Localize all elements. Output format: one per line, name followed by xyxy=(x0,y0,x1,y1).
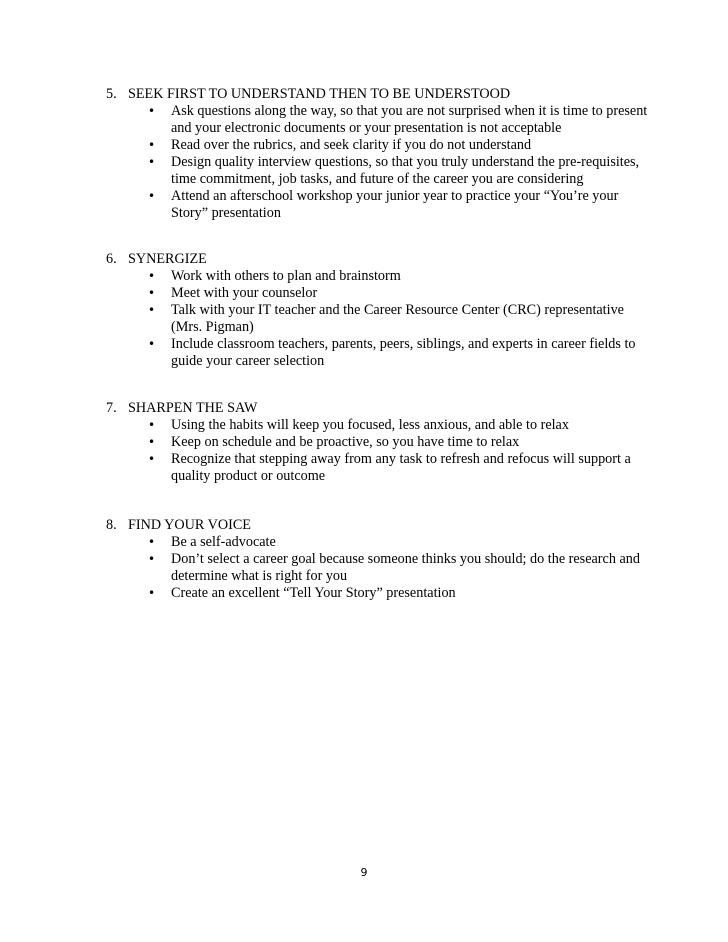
section-heading xyxy=(106,400,666,417)
list-item xyxy=(148,534,666,551)
section-find-your-voice xyxy=(106,517,666,602)
list-item xyxy=(148,551,666,585)
list-item-text: Talk with your IT teacher and the Career Resource Center (CRC) representative (Mrs. Pigman) xyxy=(171,302,624,335)
bullet-icon: • xyxy=(148,138,156,152)
section-number: 7. xyxy=(106,400,117,416)
list-item-text: Using the habits will keep you focused, less anxious, and able to relax xyxy=(171,417,569,433)
bullet-icon: • xyxy=(148,435,156,449)
bullet-list xyxy=(106,417,666,485)
bullet-icon: • xyxy=(148,303,156,317)
bullet-icon: • xyxy=(148,535,156,549)
list-item xyxy=(148,434,666,451)
bullet-icon: • xyxy=(148,418,156,432)
bullet-icon: • xyxy=(148,269,156,283)
list-item xyxy=(148,268,666,285)
list-item-text: Meet with your counselor xyxy=(171,285,318,301)
bullet-list xyxy=(106,103,666,222)
bullet-icon: • xyxy=(148,155,156,169)
bullet-list xyxy=(106,534,666,602)
section-seek-first-to-understand xyxy=(106,86,666,222)
list-item xyxy=(148,137,666,154)
bullet-icon: • xyxy=(148,286,156,300)
list-item xyxy=(148,585,666,602)
list-item xyxy=(148,103,666,137)
list-item xyxy=(148,302,666,336)
section-heading xyxy=(106,517,666,534)
list-item xyxy=(148,154,666,188)
list-item-text: Recognize that stepping away from any task to refresh and refocus will support a quality product or outcome xyxy=(171,451,631,484)
bullet-list xyxy=(106,268,666,370)
list-item xyxy=(148,285,666,302)
bullet-icon: • xyxy=(148,452,156,466)
list-item xyxy=(148,188,666,222)
section-number: 8. xyxy=(106,517,117,533)
bullet-icon: • xyxy=(148,189,156,203)
section-title: SEEK FIRST TO UNDERSTAND THEN TO BE UNDERSTOOD xyxy=(128,86,511,102)
bullet-icon: • xyxy=(148,586,156,600)
section-heading xyxy=(106,86,666,103)
section-number: 6. xyxy=(106,251,117,267)
section-title: SYNERGIZE xyxy=(128,251,207,267)
bullet-icon: • xyxy=(148,104,156,118)
section-sharpen-the-saw xyxy=(106,400,666,485)
list-item-text: Include classroom teachers, parents, peers, siblings, and experts in career fields to guide your career selection xyxy=(171,336,636,369)
section-number: 5. xyxy=(106,86,117,102)
list-item-text: Don’t select a career goal because someone thinks you should; do the research and determine what is right for you xyxy=(171,551,640,584)
section-synergize xyxy=(106,251,666,370)
section-heading xyxy=(106,251,666,268)
list-item xyxy=(148,451,666,485)
list-item-text: Attend an afterschool workshop your junior year to practice your “You’re your Story” presentation xyxy=(171,188,619,221)
section-title: FIND YOUR VOICE xyxy=(128,517,251,533)
list-item-text: Design quality interview questions, so that you truly understand the pre-requisites, time commitment, job tasks, and future of the career you are considering xyxy=(171,154,640,187)
list-item-text: Keep on schedule and be proactive, so you have time to relax xyxy=(171,434,520,450)
list-item-text: Create an excellent “Tell Your Story” presentation xyxy=(171,585,456,601)
bullet-icon: • xyxy=(148,552,156,566)
page-number: 9 xyxy=(360,866,368,879)
list-item xyxy=(148,336,666,370)
bullet-icon: • xyxy=(148,337,156,351)
list-item-text: Ask questions along the way, so that you are not surprised when it is time to present and your electronic documents or your presentation is not acceptable xyxy=(171,103,648,136)
list-item-text: Work with others to plan and brainstorm xyxy=(171,268,401,284)
section-title: SHARPEN THE SAW xyxy=(128,400,258,416)
list-item-text: Be a self-advocate xyxy=(171,534,276,550)
list-item xyxy=(148,417,666,434)
list-item-text: Read over the rubrics, and seek clarity if you do not understand xyxy=(171,137,532,153)
